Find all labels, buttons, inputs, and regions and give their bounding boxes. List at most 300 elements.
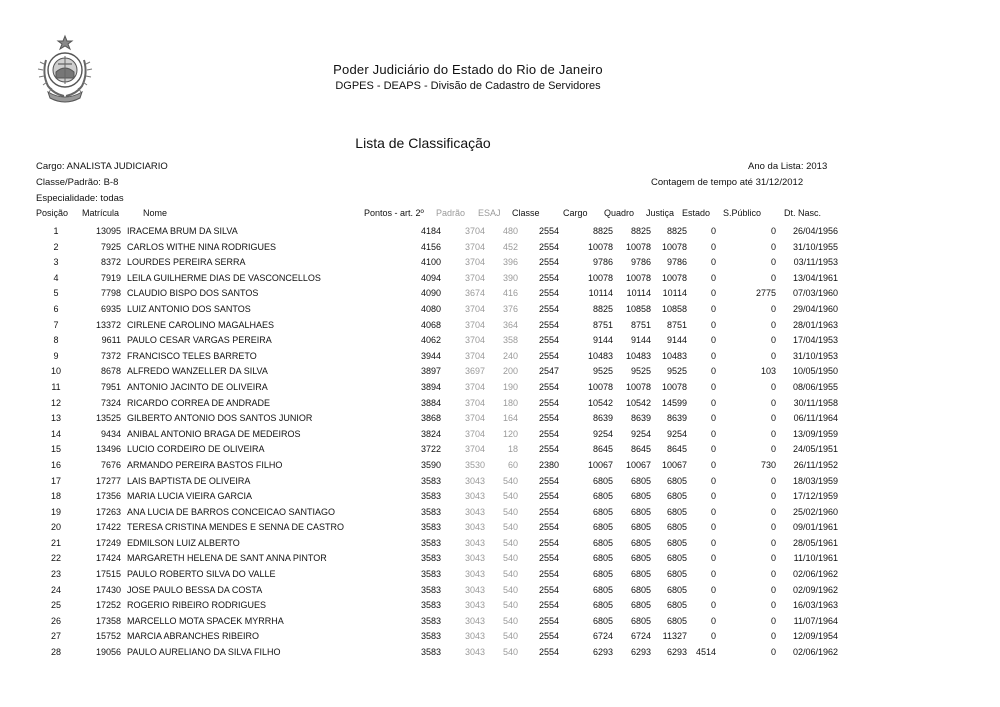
cell-mat: 13095 [95,226,121,236]
cell-spub: 0 [770,350,776,361]
cell-cargo: 6805 [592,600,613,611]
cell-esaj: 540 [502,615,518,626]
cell-justica: 10858 [661,303,687,314]
cell-cargo: 10078 [587,272,613,283]
cell-classe: 2554 [538,350,559,361]
cell-cargo: 6293 [592,647,613,658]
cell-classe: 2554 [538,335,559,346]
cell-spub: 730 [760,459,776,470]
cell-justica: 6805 [666,506,687,517]
cell-nome: IRACEMA BRUM DA SILVA [127,226,238,236]
cell-cargo: 6805 [592,584,613,595]
cell-justica: 6805 [666,600,687,611]
cell-nome: PAULO CESAR VARGAS PEREIRA [127,335,272,346]
cell-justica: 10483 [661,350,687,361]
cell-cargo: 6805 [592,475,613,486]
cell-padrao: 3043 [464,522,485,533]
cell-nome: LOURDES PEREIRA SERRA [127,257,246,268]
cell-quadro: 8825 [630,226,651,236]
cell-cargo: 6805 [592,506,613,517]
cell-estado: 4514 [695,647,716,658]
cell-cargo: 8751 [592,319,613,330]
cell-cargo: 8645 [592,444,613,455]
cell-mat: 17430 [95,584,121,595]
cell-esaj: 540 [502,569,518,580]
cell-nome: ANA LUCIA DE BARROS CONCEICAO SANTIAGO [127,506,336,517]
cell-quadro: 6724 [630,631,651,642]
cell-spub: 0 [770,615,776,626]
cell-nasc: 30/11/1958 [793,397,838,408]
cell-mat: 7951 [100,381,121,392]
cell-mat: 6935 [100,303,121,314]
cell-esaj: 540 [502,584,518,595]
cell-esaj: 240 [502,350,518,361]
cell-pos: 18 [50,491,61,502]
cell-nasc: 09/01/1961 [792,522,838,533]
cell-nasc: 16/03/1963 [792,600,838,611]
cell-quadro: 10078 [625,241,651,252]
cell-spub: 0 [770,475,776,486]
table-row [36,489,838,505]
table-row [36,396,838,412]
cell-esaj: 376 [502,303,518,314]
cell-justica: 6293 [666,647,687,658]
cell-cargo: 10114 [588,288,613,299]
cell-pontos: 3722 [420,444,441,455]
cell-cargo: 8639 [592,413,613,424]
cell-padrao: 3704 [464,381,485,392]
cell-esaj: 540 [502,631,518,642]
cell-quadro: 10078 [625,272,651,283]
cell-spub: 0 [770,584,776,595]
cell-classe: 2554 [538,647,559,658]
col-cargo: Cargo [563,208,588,218]
cell-padrao: 3704 [464,319,485,330]
table-row [36,474,838,490]
cell-classe: 2554 [538,257,559,268]
cell-nome: MARCELLO MOTA SPACEK MYRRHA [127,615,284,626]
cell-mat: 7919 [100,272,121,283]
cell-pontos: 3824 [420,428,441,439]
cell-pos: 14 [50,428,61,439]
cell-esaj: 540 [502,553,518,564]
table-row [36,427,838,443]
cell-justica: 8639 [666,413,687,424]
cell-spub: 0 [770,506,776,517]
cell-pos: 26 [50,615,61,626]
cell-mat: 13496 [95,444,121,455]
cell-nome: ALFREDO WANZELLER DA SILVA [127,366,268,377]
cell-cargo: 6805 [592,537,613,548]
table-row [36,458,838,474]
col-padrao: Padrão [436,208,466,218]
cell-estado: 0 [710,553,716,564]
cell-spub: 0 [770,257,776,268]
cell-estado: 0 [710,257,716,268]
cell-cargo: 10483 [587,350,613,361]
cell-pos: 7 [53,319,59,330]
cell-spub: 0 [770,413,776,424]
cell-classe: 2554 [538,506,559,517]
cell-pos: 19 [50,506,61,517]
cell-nasc: 02/09/1962 [792,584,838,595]
cell-quadro: 9525 [630,366,651,377]
cell-justica: 8751 [666,319,687,330]
cell-nome: ANTONIO JACINTO DE OLIVEIRA [127,381,268,392]
cell-cargo: 8825 [592,226,613,236]
cell-nasc: 31/10/1955 [792,241,838,252]
cell-pontos: 3583 [420,522,441,533]
cell-quadro: 8645 [630,444,651,455]
cell-esaj: 60 [507,459,518,470]
cell-estado: 0 [710,241,716,252]
cell-mat: 7372 [100,350,121,361]
cell-mat: 7798 [100,288,121,299]
cell-pos: 8 [53,335,59,346]
table-body [36,224,838,661]
table-row [36,583,838,599]
cell-pontos: 3884 [420,397,441,408]
cell-padrao: 3704 [464,428,485,439]
cell-nome: ANIBAL ANTONIO BRAGA DE MEDEIROS [127,428,301,439]
cell-quadro: 6805 [630,584,651,595]
table-row [36,614,838,630]
cell-justica: 14599 [661,397,687,408]
cell-classe: 2554 [538,444,559,455]
cell-padrao: 3704 [464,303,485,314]
cell-classe: 2554 [538,631,559,642]
col-matricula: Matrícula [82,208,120,218]
cell-quadro: 10542 [625,397,651,408]
cell-pontos: 4100 [420,257,441,268]
cell-classe: 2554 [538,303,559,314]
cell-esaj: 540 [502,600,518,611]
cell-nome: LEILA GUILHERME DIAS DE VASCONCELLOS [127,272,321,283]
cell-mat: 9434 [100,428,121,439]
cell-pos: 21 [50,537,61,548]
cell-pos: 1 [53,226,59,236]
cell-nome: ARMANDO PEREIRA BASTOS FILHO [127,459,283,470]
cell-mat: 17252 [95,600,121,611]
cell-justica: 8825 [666,226,687,236]
cell-nome: MARGARETH HELENA DE SANT ANNA PINTOR [127,553,327,564]
cell-nasc: 02/06/1962 [792,647,838,658]
cell-estado: 0 [710,288,716,299]
cell-justica: 6805 [666,522,687,533]
cell-pos: 5 [53,288,59,299]
cell-nasc: 24/05/1951 [792,444,838,455]
col-classe: Classe [512,208,540,218]
cell-esaj: 364 [502,319,518,330]
cell-esaj: 190 [502,381,518,392]
cell-pos: 23 [50,569,61,580]
cell-classe: 2380 [538,459,559,470]
cell-spub: 0 [770,600,776,611]
cell-mat: 7676 [100,459,121,470]
cell-estado: 0 [710,428,716,439]
cell-quadro: 6805 [630,475,651,486]
cell-nome: LUCIO CORDEIRO DE OLIVEIRA [127,444,265,455]
cell-classe: 2554 [538,537,559,548]
cell-nome: TERESA CRISTINA MENDES E SENNA DE CASTRO [127,522,345,533]
col-esaj: ESAJ [478,208,501,218]
cell-nome: PAULO ROBERTO SILVA DO VALLE [127,569,276,580]
cell-cargo: 6805 [592,553,613,564]
cell-justica: 6805 [666,475,687,486]
cell-spub: 0 [770,553,776,564]
cell-esaj: 540 [502,475,518,486]
cell-estado: 0 [710,584,716,595]
cell-padrao: 3043 [464,506,485,517]
list-title: Lista de Classificação [355,135,491,151]
cell-pontos: 3583 [420,647,441,658]
cell-pontos: 3583 [420,537,441,548]
cell-pos: 12 [50,397,61,408]
cell-classe: 2554 [538,397,559,408]
cell-padrao: 3704 [464,444,485,455]
cell-esaj: 358 [502,335,518,346]
cell-padrao: 3704 [464,413,485,424]
cell-estado: 0 [710,522,716,533]
cell-estado: 0 [710,350,716,361]
cell-mat: 8678 [100,366,121,377]
cell-pos: 16 [50,459,61,470]
cell-pontos: 4080 [420,303,441,314]
cell-spub: 0 [770,569,776,580]
cell-esaj: 540 [502,506,518,517]
cell-pos: 20 [50,522,61,533]
cell-pontos: 3868 [420,413,441,424]
table-row [36,567,838,583]
cell-cargo: 10067 [587,459,613,470]
col-justica: Justiça [646,208,675,218]
col-nome: Nome [143,208,168,218]
cell-quadro: 8639 [630,413,651,424]
cell-pontos: 3583 [420,569,441,580]
cell-classe: 2547 [538,366,559,377]
table-row [36,520,838,536]
table-row [36,645,838,661]
cell-nasc: 02/06/1962 [792,569,838,580]
col-estado: Estado [682,208,711,218]
cell-pos: 3 [53,257,59,268]
cell-pos: 28 [50,647,61,658]
table-row [36,333,838,349]
cell-mat: 7925 [100,241,121,252]
cell-spub: 0 [770,647,776,658]
cell-quadro: 10078 [625,381,651,392]
cell-spub: 0 [770,335,776,346]
cell-padrao: 3043 [464,553,485,564]
cell-nome: RICARDO CORREA DE ANDRADE [127,397,271,408]
cell-esaj: 180 [502,397,518,408]
cell-cargo: 6805 [592,491,613,502]
cell-mat: 19056 [95,647,121,658]
cell-mat: 9611 [101,335,121,346]
table-row [36,442,838,458]
cell-cargo: 9525 [592,366,613,377]
table-row [36,364,838,380]
cell-spub: 2775 [755,288,776,299]
cell-spub: 0 [770,272,776,283]
cell-classe: 2554 [538,569,559,580]
cell-quadro: 10067 [625,459,651,470]
cell-quadro: 10483 [625,350,651,361]
table-row [36,240,838,256]
cell-cargo: 6724 [592,631,613,642]
cell-quadro: 6805 [630,553,651,564]
cell-nasc: 06/11/1964 [793,413,838,424]
col-posicao: Posição [36,208,69,218]
cell-esaj: 452 [502,241,518,252]
cell-mat: 17263 [95,506,121,517]
cell-pontos: 4068 [420,319,441,330]
cell-spub: 103 [760,366,776,377]
cell-nome: CARLOS WITHE NINA RODRIGUES [127,241,277,252]
cell-nome: EDMILSON LUIZ ALBERTO [127,537,240,548]
cell-cargo: 10542 [587,397,613,408]
cell-quadro: 6805 [630,569,651,580]
cell-padrao: 3697 [464,366,485,377]
cell-nome: FRANCISCO TELES BARRETO [127,350,257,361]
cell-cargo: 9254 [592,428,613,439]
cell-justica: 10078 [661,241,687,252]
table-row [36,349,838,365]
cell-nome: LAIS BAPTISTA DE OLIVEIRA [127,475,251,486]
cell-spub: 0 [770,241,776,252]
cell-justica: 10114 [662,288,687,299]
cell-pontos: 3944 [420,350,441,361]
cell-cargo: 6805 [592,522,613,533]
cell-esaj: 18 [507,444,518,455]
cell-justica: 6805 [666,615,687,626]
cell-spub: 0 [770,319,776,330]
cell-nasc: 11/07/1964 [793,615,838,626]
cell-esaj: 390 [502,272,518,283]
cell-nasc: 29/04/1960 [792,303,838,314]
cell-justica: 6805 [666,553,687,564]
cell-estado: 0 [710,444,716,455]
cell-nasc: 25/02/1960 [792,506,838,517]
cell-justica: 6805 [666,537,687,548]
cell-spub: 0 [770,381,776,392]
table-row [36,411,838,427]
cell-cargo: 10078 [587,381,613,392]
cell-pontos: 3583 [420,584,441,595]
cell-quadro: 8751 [630,319,651,330]
cell-spub: 0 [770,428,776,439]
table-row [36,380,838,396]
cell-padrao: 3043 [464,600,485,611]
col-dt-nasc: Dt. Nasc. [784,208,822,218]
cell-padrao: 3043 [464,491,485,502]
cell-classe: 2554 [538,600,559,611]
table-row [36,505,838,521]
cell-quadro: 10858 [625,303,651,314]
cell-nasc: 11/10/1961 [793,553,838,564]
cell-pos: 22 [50,553,61,564]
cargo-label: Cargo: ANALISTA JUDICIARIO [36,161,168,172]
table-row [36,536,838,552]
cell-estado: 0 [710,397,716,408]
cell-classe: 2554 [538,491,559,502]
cell-esaj: 540 [502,537,518,548]
table-row [36,598,838,614]
cell-estado: 0 [710,303,716,314]
cell-classe: 2554 [538,288,559,299]
cell-estado: 0 [710,319,716,330]
classe-label: Classe/Padrão: B-8 [36,177,119,188]
cell-quadro: 6805 [630,506,651,517]
cell-nome: PAULO AURELIANO DA SILVA FILHO [127,647,281,658]
cell-pos: 25 [50,600,61,611]
table-row [36,629,838,645]
cell-cargo: 6805 [592,569,613,580]
cell-padrao: 3704 [464,226,485,236]
cell-pos: 11 [51,381,61,392]
cell-pontos: 4184 [420,226,441,236]
cell-pontos: 3583 [420,491,441,502]
cell-quadro: 9786 [630,257,651,268]
especialidade-label: Especialidade: todas [36,193,124,204]
cell-classe: 2554 [538,272,559,283]
classification-table [36,224,838,661]
cell-esaj: 120 [502,428,518,439]
cell-justica: 10078 [661,272,687,283]
cell-estado: 0 [710,272,716,283]
cell-pos: 27 [50,631,61,642]
cell-classe: 2554 [538,522,559,533]
cell-esaj: 540 [502,522,518,533]
cell-classe: 2554 [538,241,559,252]
cell-cargo: 9144 [592,335,613,346]
cell-padrao: 3043 [464,647,485,658]
cell-nasc: 26/11/1952 [793,459,838,470]
cell-nasc: 18/03/1959 [792,475,838,486]
table-row [36,271,838,287]
cell-nasc: 13/04/1961 [792,272,838,283]
cell-pos: 4 [53,272,59,283]
cell-nasc: 12/09/1954 [792,631,838,642]
cell-estado: 0 [710,459,716,470]
table-row [36,255,838,271]
cell-spub: 0 [770,444,776,455]
cell-mat: 13525 [95,413,121,424]
cell-justica: 8645 [666,444,687,455]
cell-justica: 9525 [666,366,687,377]
cell-estado: 0 [710,381,716,392]
cell-padrao: 3043 [464,615,485,626]
cell-classe: 2554 [538,615,559,626]
cell-mat: 17249 [95,537,121,548]
cell-classe: 2554 [538,413,559,424]
cell-cargo: 8825 [592,303,613,314]
cell-classe: 2554 [538,553,559,564]
cell-cargo: 9786 [592,257,613,268]
cell-justica: 11327 [662,631,687,642]
cell-mat: 17422 [95,522,121,533]
cell-pontos: 4062 [420,335,441,346]
cell-mat: 17356 [95,491,121,502]
cell-estado: 0 [710,226,716,236]
cell-pos: 2 [53,241,59,252]
cell-padrao: 3043 [464,584,485,595]
cell-nasc: 03/11/1953 [793,257,838,268]
cell-mat: 8372 [100,257,121,268]
cell-pos: 6 [53,303,59,314]
cell-estado: 0 [710,600,716,611]
cell-justica: 6805 [666,569,687,580]
